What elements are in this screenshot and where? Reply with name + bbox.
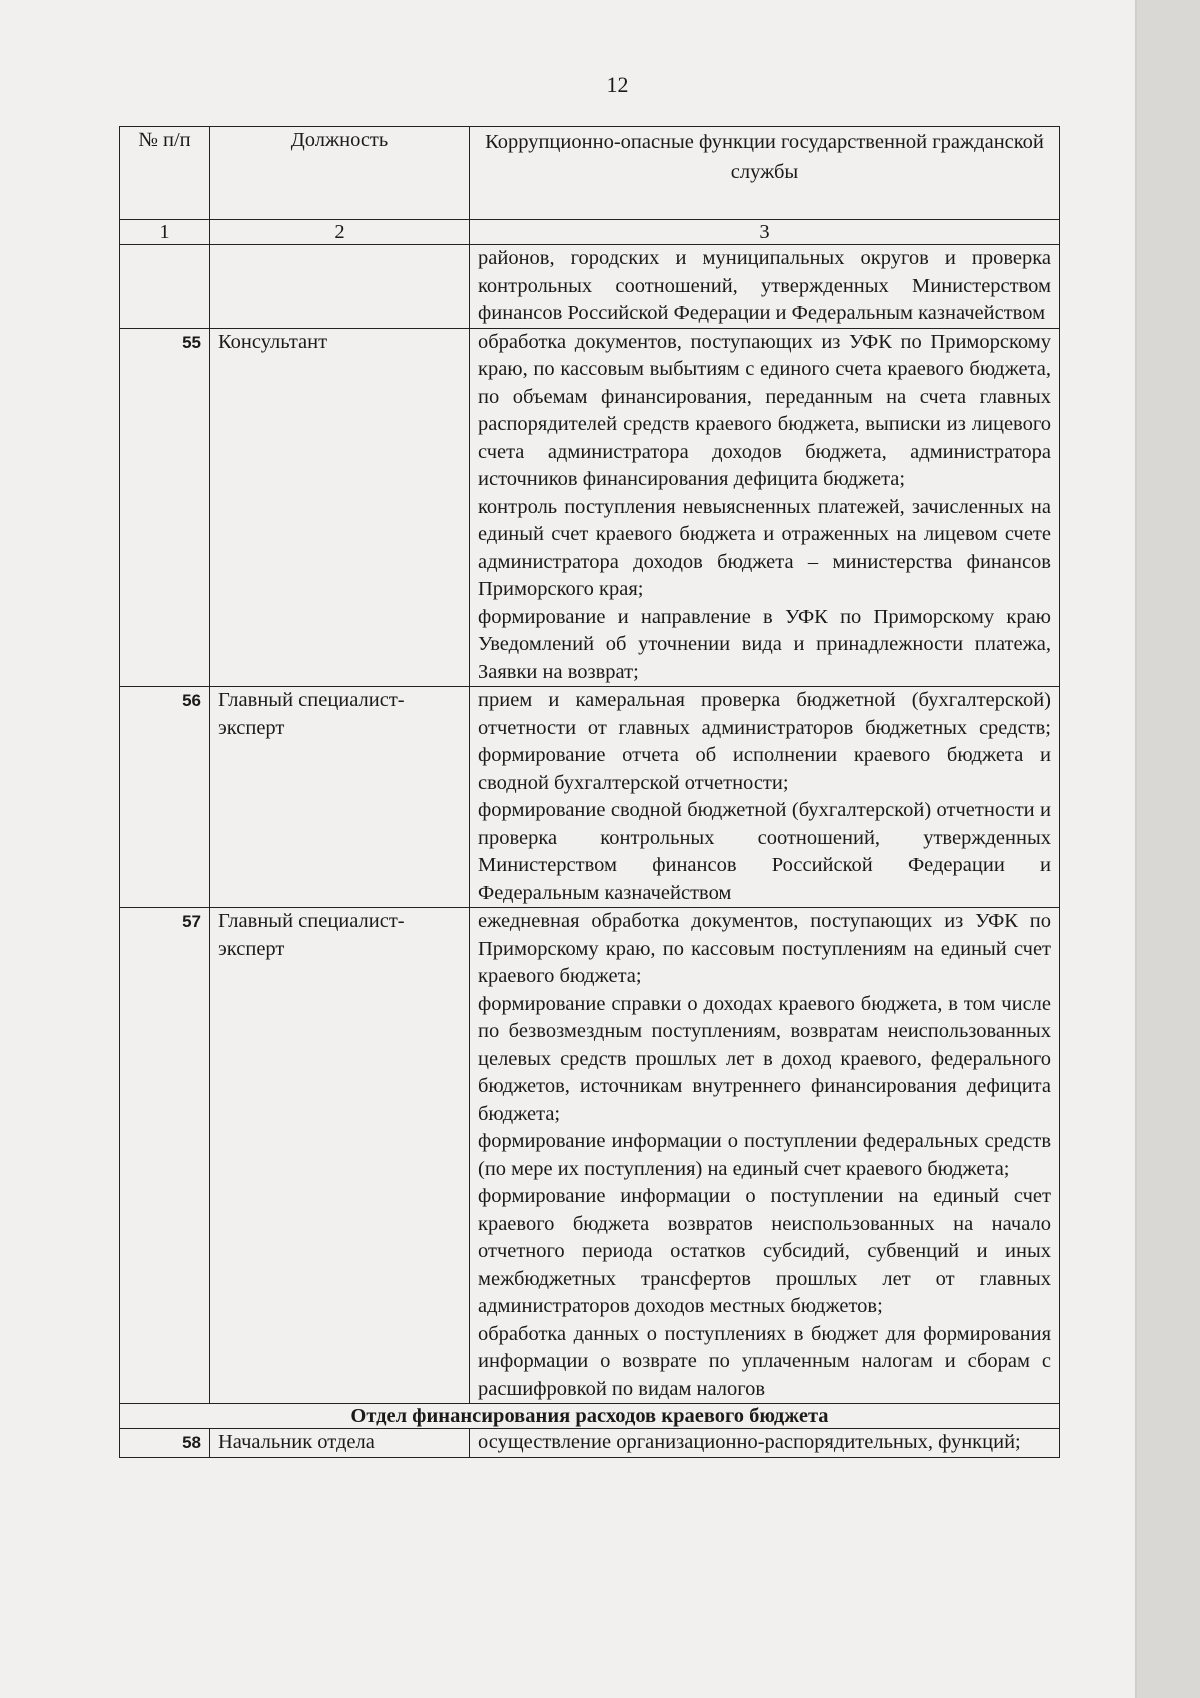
row-functions [470, 687, 1060, 908]
function-paragraph: формирование информации о поступлении федеральных средств (по мере их поступления) на единый счет краевого бюджета; [478, 1130, 1051, 1180]
function-paragraph: прием и камеральная проверка бюджетной (бухгалтерской) отчетности от главных администраторов бюджетных средств; формирование отчета об исполнении краевого бюджета и сводной бухгалтерской отчетности; [478, 689, 1051, 794]
section-header-row [120, 1404, 1060, 1429]
function-paragraph: формирование сводной бюджетной (бухгалтерской) отчетности и проверка контрольных соотношений, утвержденных Министерством финансов Российской Федерации и Федеральным казначейством [478, 799, 1051, 904]
row-functions [470, 908, 1060, 1404]
function-paragraph: ежедневная обработка документов, поступающих из УФК по Приморскому краю, по кассовым поступлениям на единый счет краевого бюджета; [478, 910, 1051, 987]
function-paragraph: районов, городских и муниципальных округов и проверка контрольных соотношений, утвержденных Министерством финансов Российской Федерации и Федеральным казначейством [478, 247, 1051, 324]
function-paragraph: обработка данных о поступлениях в бюджет для формирования информации о возврате по уплаченным налогам и сборам с расшифровкой по видам налогов [478, 1322, 1051, 1400]
row-position: Главный специалист-эксперт [210, 687, 470, 908]
row-number: 56 [120, 687, 210, 908]
function-paragraph: осуществление организационно-распорядительных, функций; [478, 1431, 1021, 1453]
row-number: 57 [120, 908, 210, 1404]
table-header-row [120, 127, 1060, 220]
column-numbers-row [120, 220, 1060, 245]
row-position: Начальник отдела [210, 1429, 470, 1458]
row-functions [470, 328, 1060, 687]
row-position: Главный специалист-эксперт [210, 908, 470, 1404]
corruption-functions-table [119, 126, 1060, 1458]
header-position: Должность [210, 127, 470, 220]
row-num-empty [120, 245, 210, 329]
function-paragraph: обработка документов, поступающих из УФК по Приморскому краю, по кассовым выбытиям с единого счета краевого бюджета, по объемам финансирования, переданным на счета главных распорядителей средств краевого бюджета, выписки из лицевого счета администратора доходов бюджета, администратора источников финансирования дефицита бюджета; [478, 330, 1051, 490]
table-row [120, 908, 1060, 1404]
section-title: Отдел финансирования расходов краевого бюджета [120, 1404, 1060, 1429]
function-paragraph: формирование и направление в УФК по Приморскому краю Уведомлений об уточнении вида и принадлежности платежа, Заявки на возврат; [478, 605, 1051, 683]
row-position: Консультант [210, 328, 470, 687]
page-edge-shadow [1135, 0, 1200, 1698]
table-row [120, 245, 1060, 329]
table-row [120, 1429, 1060, 1458]
page-number: 12 [606, 72, 629, 97]
row-functions [470, 1429, 1060, 1458]
table-row [120, 687, 1060, 908]
function-paragraph: формирование информации о поступлении на единый счет краевого бюджета возвратов неиспользованных на начало отчетного периода остатков субсидий, субвенций и иных межбюджетных трансфертов прошлых лет от главных администраторов доходов местных бюджетов; [478, 1185, 1051, 1317]
function-paragraph: формирование справки о доходах краевого бюджета, в том числе по безвозмездным поступлениям, возвратам неиспользованных целевых средств прошлых лет в доход краевого, федерального бюджетов, источникам внутреннего финансирования дефицита бюджета; [478, 992, 1051, 1125]
column-number: 1 [120, 220, 210, 245]
continuation-text [470, 245, 1060, 329]
header-functions: Коррупционно-опасные функции государственной гражданской службы [470, 127, 1060, 220]
table-row [120, 328, 1060, 687]
row-number: 58 [120, 1429, 210, 1458]
function-paragraph: контроль поступления невыясненных платежей, зачисленных на единый счет краевого бюджета и отраженных на лицевом счете администратора доходов бюджета – министерства финансов Приморского края; [478, 495, 1051, 600]
header-num: № п/п [120, 127, 210, 220]
column-number: 2 [210, 220, 470, 245]
column-number: 3 [470, 220, 1060, 245]
row-position-empty [210, 245, 470, 329]
row-number: 55 [120, 328, 210, 687]
